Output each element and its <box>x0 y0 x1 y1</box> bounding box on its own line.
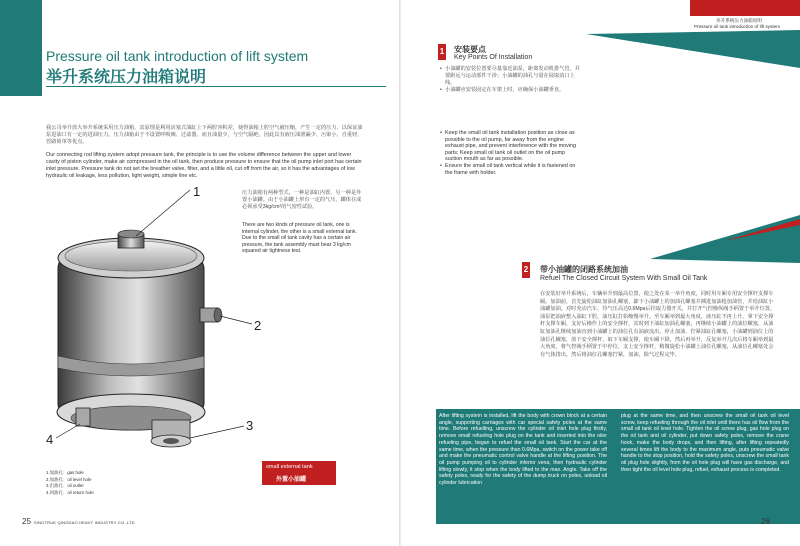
list-item: • 小油罐的安装位置要尽量靠近油泵，距离发动机排气管、并要距远与运动部件干涉；小油罐的油孔与量在展取消口上线。 <box>440 66 584 87</box>
page-title-en: Pressure oil tank introduction of lift system <box>46 48 309 64</box>
section-1-badge: 1 <box>438 44 446 60</box>
running-header-cn: 举升系统压力油箱说明 <box>716 18 762 23</box>
tank-label-en: small external tank <box>266 464 313 470</box>
oil-tank-illustration <box>40 176 270 476</box>
refuel-paragraph-en-col2: plug at the same time, and then unscrew the small oil tank oil level screw, keep refueling through the oil inlet until there has oil flow from the small oil tank oil level hole. Tighten the oil screw plug, gas hole plug on the oil tank and oil cylinder, put down safety poles, remove the crane hook, make the body drops, and then lifting, after lifting repeatedly several times lift the body to the maximum angle, puts pneumatic valve handle to the stop position, hold the safety poles, unscrew the small tank oil plug hole slightly, from the oil hole plug will have gas discharge, and then tight the oil level hole plug, refuel, exhaust process is completed. <box>621 413 789 473</box>
installation-points-cn <box>440 66 584 94</box>
callout-2: 2 <box>254 318 262 333</box>
decorative-teal-triangle <box>586 30 800 68</box>
page-number-right: 26 <box>761 517 770 526</box>
callout-1: 1 <box>193 184 201 199</box>
legend-item: 1.加油孔：gas hole <box>46 470 84 475</box>
tank-types-note-en: There are two kinds of pressure oil tank, one is internal cylinder, the other is a small external tank. Due to the small oil tank cavity has a certain air pressure, the tank assembly must bear 3 kg/cm squared air tightness test. <box>242 222 358 255</box>
header-red-bar <box>690 0 800 16</box>
section-1-title-en: Key Points Of Installation <box>454 54 533 61</box>
page-gutter <box>399 0 401 546</box>
legend-item: 2.加油孔：oil level hole <box>46 476 92 482</box>
legend-item: 4.回油孔：oil return hole <box>46 489 94 495</box>
list-item: • Keep the small oil tank installation position as close as possible to the oil pump, far away from the engine exhaust pipe, and prevent interference with the moving parts; Keep small oil tank oil outlet on the oil pump suction mouth as far as possible. <box>440 130 580 163</box>
callout-4: 4 <box>46 432 54 447</box>
intro-paragraph-cn: 我公司举升放大举升系统采用压力油箱，其原理是利用活塞式油缸上下两腔容积差，使得油箱上腔空气被压缩，产生一定的压力，以保证油泵进油口有一定的进油压力。压力油箱由于不设置呼吸阀、过滤器，而且油量少，与空气隔绝，因此具有液压油泄漏少、污染小、自重轻，管路简单等优点。 <box>46 125 363 145</box>
installation-points-en <box>440 130 580 176</box>
company-name: SINOTRUK QINGDAO HEAVY INDUSTRY CO.,LTD <box>33 520 135 525</box>
decorative-red-triangle <box>650 215 800 263</box>
section-2-badge: 2 <box>522 262 530 278</box>
callout-3: 3 <box>246 418 254 433</box>
legend-item: 3.出油孔：oil outlet <box>46 483 84 489</box>
refuel-paragraph-en-col1: After lifting system is installed, lift the body with crown block at a certain angle, supporting carriages with car special safety poles at the same time. Before refuelling, unscrew the cylinder oil inlet hole plug firstly, remove small refueling hole plug on the tank and inserted into the oiler refueling pipe, began to refuel the small oil tank. Start the car at the same time, when the pressure than 0.6Mpa, switch on the power take off and make the pneumatic control valve handle at the lifting position. The oil pump pumping oil to cylinder inferior vena, then hydraulic cylinder lifting slowly, it stop when the body lifted to the max. Angle. Take off the safety poles, ready for the safety of the dump truck on poles, unload oil cylinder lubrication <box>439 413 607 487</box>
title-underline <box>46 86 386 87</box>
section-1-title-cn: 安装要点 <box>454 45 486 54</box>
tank-label-cn: 外置小油罐 <box>276 477 307 483</box>
list-item: • 小油罐应安装固定在车架上时，应确保小油罐垂直。 <box>440 87 584 94</box>
tank-label-badge <box>262 461 336 485</box>
tank-types-note-cn: 压力油箱有两种型式，一种是油缸内置，另一种是外置小油罐。由于小油罐上形有一定的气压，罐体在成必须承受3kg/cm²的气密性试验。 <box>242 190 362 210</box>
intro-paragraph-en: Our connecting rod lifting system adopt pressure tank, the principle is to use the volume difference between the upper and lower cavity of piston cylinder, make air compressed in the oil tank, then produce pressure to ensure that the oil pump inlet port has certain inlet pressure. Pressure tank do not set the breather valve, filter, and a little oil, cut off from the air, so it has the advantages of low hydraulic oil leakage, less pollution, light weight, simple line etc. <box>46 152 362 179</box>
section-2-title-cn: 带小油罐的闭路系统加油 <box>540 265 628 274</box>
refuel-english-block <box>436 409 800 524</box>
running-header-en: Pressure oil tank introduction of lift system <box>694 24 781 29</box>
parts-legend <box>46 470 94 496</box>
section-2-title-en: Refuel The Closed Circuit System With Small Oil Tank <box>540 275 708 282</box>
page-title-cn: 举升系统压力油箱说明 <box>46 69 207 86</box>
left-teal-bar <box>0 0 42 96</box>
page-number-left: 25 <box>22 517 31 526</box>
left-footer <box>22 517 135 526</box>
list-item: • Ensure the small oil tank vertical while it is fastened on the frame with holder. <box>440 163 580 176</box>
refuel-paragraph-cn: 在安装好举升系统后，车辆举升到最高位置，使之处在某一举升角度，同时用车厢专用安全撑杆支撑车厢。加油前，首先旋松油缸加油孔螺塞，卸下小油罐上的加油孔螺塞并插进加油枪加油管，并给油缸小油罐加油。对时充动汽车，待气压高达0.6Mpa后挂取力器开关，并打开气控操纵阀手柄置于举升位置。油泵把油液整入油缸下腔，油压缸打始缩慢举升。至车厢举到最大角度，液压缸不再上升。拿下安全撑杆支撑车厢，支好后操作上的安全撑杆，其时到下油缸加油孔螺塞，再继续小油罐上的油位螺塞，从油缸加油孔继续加油直到小油罐上的油位孔有油液流出。停止加油、拧紧油缸孔螺塞，小油罐到油位上的油位孔螺塞，放下安全撑杆，取下车厢支撑，使车厢下降，然后再举升，反复举升几次后将车厢举到最大角度，将气控阀手柄置于中停位，支上安全撑杆，稍微旋松小油罐上油位孔螺塞，从油位孔螺塞处会有气体排出，然后将油位孔螺塞拧紧，加油，除气过程完毕。 <box>540 291 776 358</box>
